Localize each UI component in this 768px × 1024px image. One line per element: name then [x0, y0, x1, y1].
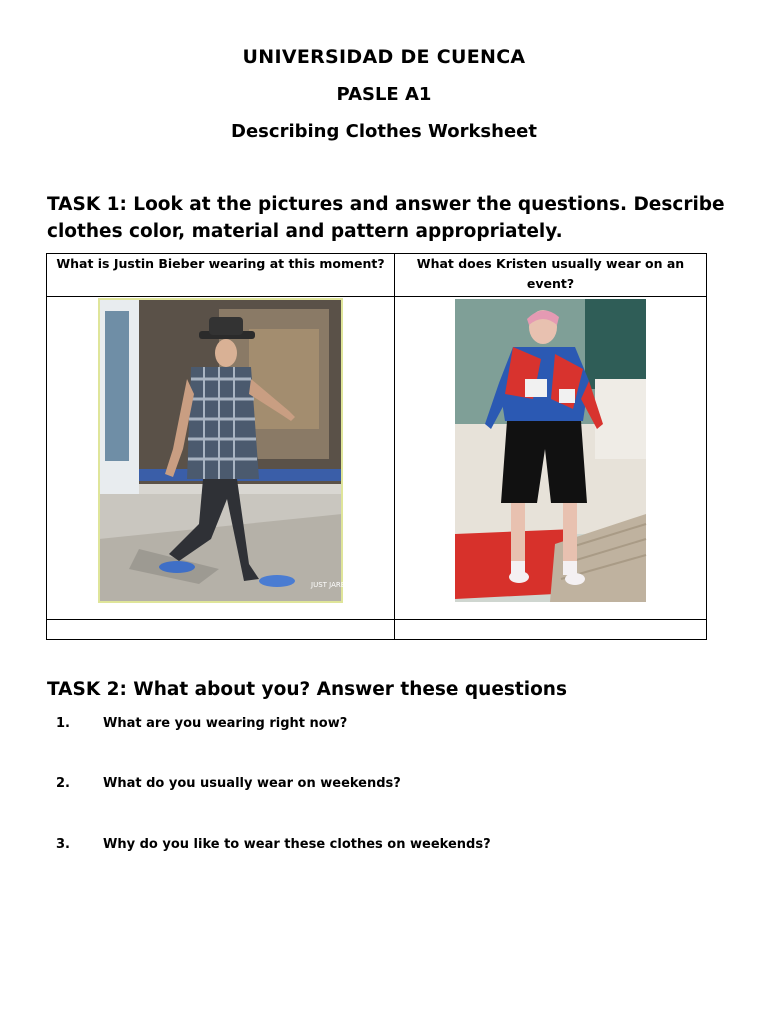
table-header-row: [47, 254, 707, 297]
watermark-text: JUST JARED: [311, 581, 351, 589]
question-justin: What is Justin Bieber wearing at this moment?: [47, 254, 395, 297]
answer-cell-justin[interactable]: [47, 620, 395, 640]
task1-instruction-line2: clothes color, material and pattern appropriately.: [47, 221, 563, 242]
image-cell-justin: [47, 297, 395, 620]
course-title: PASLE A1: [336, 84, 432, 105]
question-item-3: [56, 837, 491, 852]
task2-title: TASK 2: What about you? Answer these questions: [47, 679, 567, 700]
task1-table: [46, 253, 707, 640]
table-answer-row: [47, 620, 707, 640]
question-item-1: [56, 716, 347, 731]
task1-instruction-line1: TASK 1: Look at the pictures and answer the questions. Describe: [47, 194, 725, 215]
image-cell-kristen: [395, 297, 707, 620]
university-title: UNIVERSIDAD DE CUENCA: [242, 46, 526, 68]
question-number: 3.: [56, 837, 70, 852]
justin-bieber-photo: [99, 299, 351, 602]
answer-cell-kristen[interactable]: [395, 620, 707, 640]
worksheet-title: Describing Clothes Worksheet: [231, 121, 537, 142]
question-number: 1.: [56, 716, 70, 731]
table-image-row: [47, 297, 707, 620]
question-kristen: What does Kristen usually wear on an event?: [395, 254, 707, 297]
question-number: 2.: [56, 776, 70, 791]
question-text: Why do you like to wear these clothes on weekends?: [103, 837, 491, 852]
question-item-2: [56, 776, 401, 791]
question-text: What are you wearing right now?: [103, 716, 348, 731]
question-text: What do you usually wear on weekends?: [103, 776, 401, 791]
kristen-photo: [455, 299, 646, 602]
